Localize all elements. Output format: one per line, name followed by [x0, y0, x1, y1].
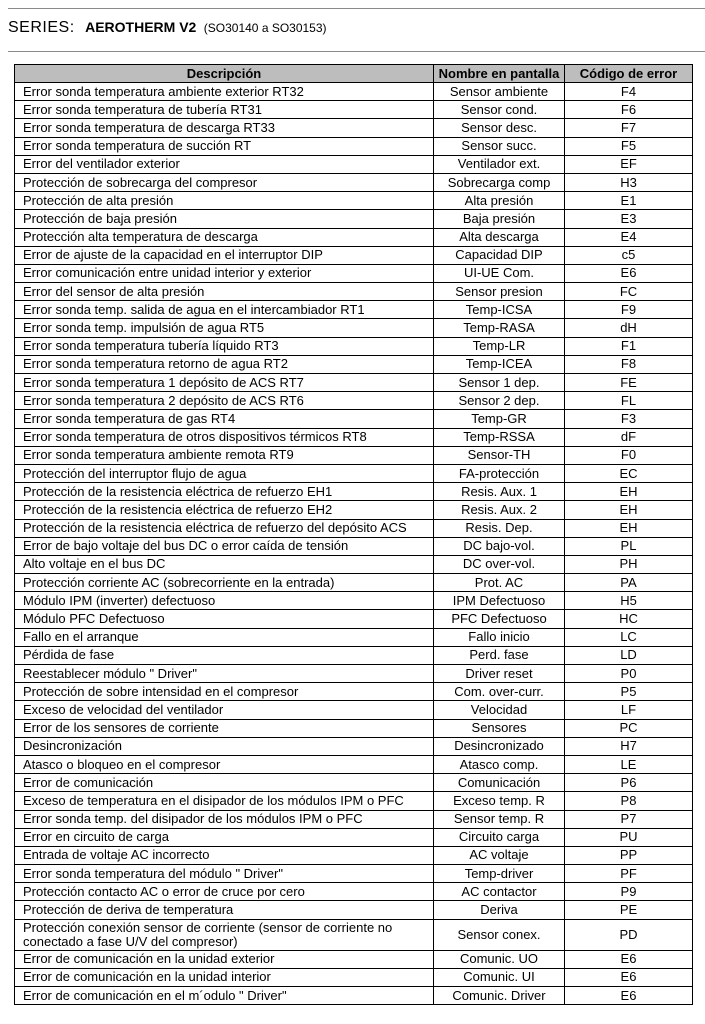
- error-code-cell: PL: [565, 537, 693, 555]
- table-header-row: [15, 65, 693, 83]
- table-row: [15, 283, 693, 301]
- series-header: [8, 19, 327, 37]
- display-name-cell: Temp-LR: [434, 337, 565, 355]
- description-cell: Error de comunicación en la unidad exterior: [15, 950, 434, 968]
- error-code-cell: H7: [565, 737, 693, 755]
- error-code-cell: F4: [565, 83, 693, 101]
- table-row: [15, 446, 693, 464]
- table-row: [15, 792, 693, 810]
- description-cell: Error sonda temperatura de succión RT: [15, 137, 434, 155]
- error-code-cell: FE: [565, 374, 693, 392]
- description-cell: Protección de la resistencia eléctrica de refuerzo EH2: [15, 501, 434, 519]
- display-name-cell: Desincronizado: [434, 737, 565, 755]
- table-row: [15, 665, 693, 683]
- table-row: [15, 755, 693, 773]
- error-code-cell: PH: [565, 555, 693, 573]
- table-row: [15, 392, 693, 410]
- display-name-cell: Fallo inicio: [434, 628, 565, 646]
- error-code-cell: LC: [565, 628, 693, 646]
- description-cell: Exceso de temperatura en el disipador de los módulos IPM o PFC: [15, 792, 434, 810]
- error-code-cell: E4: [565, 228, 693, 246]
- error-code-cell: F7: [565, 119, 693, 137]
- error-code-cell: E6: [565, 264, 693, 282]
- table-row: [15, 228, 693, 246]
- description-cell: Error sonda temp. del disipador de los módulos IPM o PFC: [15, 810, 434, 828]
- error-code-cell: F9: [565, 301, 693, 319]
- description-cell: Error de comunicación en el m´odulo " Driver": [15, 987, 434, 1005]
- table-row: [15, 428, 693, 446]
- table-row: [15, 264, 693, 282]
- table-row: [15, 592, 693, 610]
- table-row: [15, 737, 693, 755]
- description-cell: Error sonda temperatura 2 depósito de ACS RT6: [15, 392, 434, 410]
- error-code-cell: P6: [565, 774, 693, 792]
- display-name-cell: Comunicación: [434, 774, 565, 792]
- description-cell: Error en circuito de carga: [15, 828, 434, 846]
- display-name-cell: FA-protección: [434, 464, 565, 482]
- display-name-cell: Capacidad DIP: [434, 246, 565, 264]
- display-name-cell: Temp-RSSA: [434, 428, 565, 446]
- description-cell: Protección alta temperatura de descarga: [15, 228, 434, 246]
- display-name-cell: Deriva: [434, 901, 565, 919]
- description-cell: Error sonda temperatura 1 depósito de ACS RT7: [15, 374, 434, 392]
- description-cell: Error comunicación entre unidad interior y exterior: [15, 264, 434, 282]
- series-label: SERIES:: [8, 19, 75, 36]
- display-name-cell: DC over-vol.: [434, 555, 565, 573]
- display-name-cell: Sensor 2 dep.: [434, 392, 565, 410]
- description-cell: Error sonda temperatura ambiente remota RT9: [15, 446, 434, 464]
- table-row: [15, 501, 693, 519]
- description-cell: Error sonda temperatura de tubería RT31: [15, 101, 434, 119]
- description-cell: Protección de alta presión: [15, 192, 434, 210]
- error-code-cell: E6: [565, 987, 693, 1005]
- table-row: [15, 173, 693, 191]
- description-cell: Error sonda temp. impulsión de agua RT5: [15, 319, 434, 337]
- error-code-cell: HC: [565, 610, 693, 628]
- table-row: [15, 155, 693, 173]
- error-code-cell: dF: [565, 428, 693, 446]
- error-code-cell: dH: [565, 319, 693, 337]
- table-row: [15, 464, 693, 482]
- display-name-cell: UI-UE Com.: [434, 264, 565, 282]
- table-row: [15, 846, 693, 864]
- display-name-cell: Temp-GR: [434, 410, 565, 428]
- error-code-cell: PE: [565, 901, 693, 919]
- display-name-cell: Sensor-TH: [434, 446, 565, 464]
- description-cell: Protección corriente AC (sobrecorriente en la entrada): [15, 574, 434, 592]
- display-name-cell: Comunic. UI: [434, 968, 565, 986]
- table-row: [15, 301, 693, 319]
- display-name-cell: Temp-ICEA: [434, 355, 565, 373]
- error-code-cell: F5: [565, 137, 693, 155]
- table-row: [15, 483, 693, 501]
- display-name-cell: Baja presión: [434, 210, 565, 228]
- description-cell: Error de comunicación en la unidad interior: [15, 968, 434, 986]
- description-cell: Error sonda temp. salida de agua en el intercambiador RT1: [15, 301, 434, 319]
- error-code-cell: EH: [565, 501, 693, 519]
- description-cell: Fallo en el arranque: [15, 628, 434, 646]
- display-name-cell: Velocidad: [434, 701, 565, 719]
- column-header-display-name: Nombre en pantalla: [434, 65, 565, 83]
- description-cell: Pérdida de fase: [15, 646, 434, 664]
- description-cell: Protección de la resistencia eléctrica de refuerzo del depósito ACS: [15, 519, 434, 537]
- error-code-cell: E6: [565, 950, 693, 968]
- description-cell: Error de los sensores de corriente: [15, 719, 434, 737]
- error-code-cell: F8: [565, 355, 693, 373]
- description-cell: Protección de sobre intensidad en el compresor: [15, 683, 434, 701]
- table-row: [15, 574, 693, 592]
- display-name-cell: Comunic. Driver: [434, 987, 565, 1005]
- description-cell: Módulo PFC Defectuoso: [15, 610, 434, 628]
- description-cell: Error de bajo voltaje del bus DC o error caída de tensión: [15, 537, 434, 555]
- series-name: AEROTHERM V2: [85, 19, 197, 35]
- display-name-cell: Sensor cond.: [434, 101, 565, 119]
- table-row: [15, 355, 693, 373]
- display-name-cell: AC voltaje: [434, 846, 565, 864]
- display-name-cell: IPM Defectuoso: [434, 592, 565, 610]
- description-cell: Entrada de voltaje AC incorrecto: [15, 846, 434, 864]
- description-cell: Error sonda temperatura de descarga RT33: [15, 119, 434, 137]
- error-code-cell: FL: [565, 392, 693, 410]
- table-row: [15, 537, 693, 555]
- display-name-cell: Circuito carga: [434, 828, 565, 846]
- table-row: [15, 410, 693, 428]
- error-code-cell: LD: [565, 646, 693, 664]
- display-name-cell: Exceso temp. R: [434, 792, 565, 810]
- error-code-cell: PC: [565, 719, 693, 737]
- error-code-cell: F6: [565, 101, 693, 119]
- display-name-cell: Ventilador ext.: [434, 155, 565, 173]
- display-name-cell: Comunic. UO: [434, 950, 565, 968]
- description-cell: Exceso de velocidad del ventilador: [15, 701, 434, 719]
- display-name-cell: AC contactor: [434, 883, 565, 901]
- display-name-cell: Resis. Aux. 2: [434, 501, 565, 519]
- display-name-cell: Temp-ICSA: [434, 301, 565, 319]
- description-cell: Atasco o bloqueo en el compresor: [15, 755, 434, 773]
- display-name-cell: Com. over-curr.: [434, 683, 565, 701]
- description-cell: Protección de la resistencia eléctrica de refuerzo EH1: [15, 483, 434, 501]
- display-name-cell: Sensor conex.: [434, 919, 565, 950]
- error-code-cell: P9: [565, 883, 693, 901]
- error-code-cell: F0: [565, 446, 693, 464]
- description-cell: Desincronización: [15, 737, 434, 755]
- display-name-cell: Driver reset: [434, 665, 565, 683]
- display-name-cell: DC bajo-vol.: [434, 537, 565, 555]
- error-code-cell: E1: [565, 192, 693, 210]
- table-row: [15, 319, 693, 337]
- table-row: [15, 865, 693, 883]
- display-name-cell: Alta presión: [434, 192, 565, 210]
- description-cell: Error sonda temperatura retorno de agua RT2: [15, 355, 434, 373]
- table-row: [15, 83, 693, 101]
- error-code-cell: LF: [565, 701, 693, 719]
- table-row: [15, 883, 693, 901]
- table-row: [15, 901, 693, 919]
- table-row: [15, 246, 693, 264]
- display-name-cell: Sensor ambiente: [434, 83, 565, 101]
- error-code-cell: EH: [565, 519, 693, 537]
- description-cell: Protección del interruptor flujo de agua: [15, 464, 434, 482]
- display-name-cell: Sensores: [434, 719, 565, 737]
- table-row: [15, 374, 693, 392]
- display-name-cell: Sensor succ.: [434, 137, 565, 155]
- table-row: [15, 828, 693, 846]
- error-code-cell: P8: [565, 792, 693, 810]
- table-row: [15, 701, 693, 719]
- error-code-cell: FC: [565, 283, 693, 301]
- display-name-cell: Temp-RASA: [434, 319, 565, 337]
- table-row: [15, 119, 693, 137]
- table-row: [15, 919, 693, 950]
- error-code-cell: P5: [565, 683, 693, 701]
- table-row: [15, 950, 693, 968]
- display-name-cell: Atasco comp.: [434, 755, 565, 773]
- display-name-cell: Temp-driver: [434, 865, 565, 883]
- display-name-cell: Sobrecarga comp: [434, 173, 565, 191]
- display-name-cell: Sensor desc.: [434, 119, 565, 137]
- description-cell: Reestablecer módulo " Driver": [15, 665, 434, 683]
- error-code-cell: PU: [565, 828, 693, 846]
- series-range: (SO30140 a SO30153): [203, 21, 327, 35]
- table-row: [15, 968, 693, 986]
- error-code-cell: H3: [565, 173, 693, 191]
- description-cell: Protección de deriva de temperatura: [15, 901, 434, 919]
- table-row: [15, 610, 693, 628]
- description-cell: Error sonda temperatura de otros dispositivos térmicos RT8: [15, 428, 434, 446]
- description-cell: Error sonda temperatura ambiente exterior RT32: [15, 83, 434, 101]
- display-name-cell: Resis. Dep.: [434, 519, 565, 537]
- table-body: [15, 83, 693, 1005]
- table-row: [15, 719, 693, 737]
- description-cell: Error del sensor de alta presión: [15, 283, 434, 301]
- display-name-cell: Resis. Aux. 1: [434, 483, 565, 501]
- error-code-table: [14, 64, 693, 1005]
- description-cell: Alto voltaje en el bus DC: [15, 555, 434, 573]
- error-code-cell: PF: [565, 865, 693, 883]
- display-name-cell: Sensor 1 dep.: [434, 374, 565, 392]
- display-name-cell: Perd. fase: [434, 646, 565, 664]
- error-code-cell: F3: [565, 410, 693, 428]
- table-row: [15, 519, 693, 537]
- error-code-cell: EF: [565, 155, 693, 173]
- table-row: [15, 192, 693, 210]
- column-header-description: Descripción: [15, 65, 434, 83]
- error-code-cell: c5: [565, 246, 693, 264]
- description-cell: Protección conexión sensor de corriente (sensor de corriente no conectado a fase U/V del compresor): [15, 919, 434, 950]
- description-cell: Error de comunicación: [15, 774, 434, 792]
- error-code-cell: P0: [565, 665, 693, 683]
- error-code-cell: P7: [565, 810, 693, 828]
- table-row: [15, 337, 693, 355]
- table-row: [15, 555, 693, 573]
- error-code-cell: F1: [565, 337, 693, 355]
- column-header-error-code: Código de error: [565, 65, 693, 83]
- description-cell: Error sonda temperatura tubería líquido RT3: [15, 337, 434, 355]
- display-name-cell: Sensor presion: [434, 283, 565, 301]
- description-cell: Error del ventilador exterior: [15, 155, 434, 173]
- table-row: [15, 101, 693, 119]
- description-cell: Protección contacto AC o error de cruce por cero: [15, 883, 434, 901]
- header-rule: [8, 51, 705, 52]
- description-cell: Protección de baja presión: [15, 210, 434, 228]
- display-name-cell: Prot. AC: [434, 574, 565, 592]
- description-cell: Módulo IPM (inverter) defectuoso: [15, 592, 434, 610]
- description-cell: Error de ajuste de la capacidad en el interruptor DIP: [15, 246, 434, 264]
- error-code-cell: PD: [565, 919, 693, 950]
- table-row: [15, 987, 693, 1005]
- description-cell: Error sonda temperatura de gas RT4: [15, 410, 434, 428]
- table-row: [15, 810, 693, 828]
- display-name-cell: Alta descarga: [434, 228, 565, 246]
- table-row: [15, 628, 693, 646]
- error-code-cell: EH: [565, 483, 693, 501]
- error-code-cell: PA: [565, 574, 693, 592]
- error-code-cell: LE: [565, 755, 693, 773]
- table-row: [15, 210, 693, 228]
- top-rule: [8, 8, 705, 9]
- error-code-cell: PP: [565, 846, 693, 864]
- error-code-cell: EC: [565, 464, 693, 482]
- display-name-cell: PFC Defectuoso: [434, 610, 565, 628]
- error-code-cell: H5: [565, 592, 693, 610]
- description-cell: Error sonda temperatura del módulo " Driver": [15, 865, 434, 883]
- description-cell: Protección de sobrecarga del compresor: [15, 173, 434, 191]
- table-row: [15, 137, 693, 155]
- display-name-cell: Sensor temp. R: [434, 810, 565, 828]
- table-row: [15, 683, 693, 701]
- error-code-cell: E3: [565, 210, 693, 228]
- error-code-cell: E6: [565, 968, 693, 986]
- table-row: [15, 646, 693, 664]
- table-row: [15, 774, 693, 792]
